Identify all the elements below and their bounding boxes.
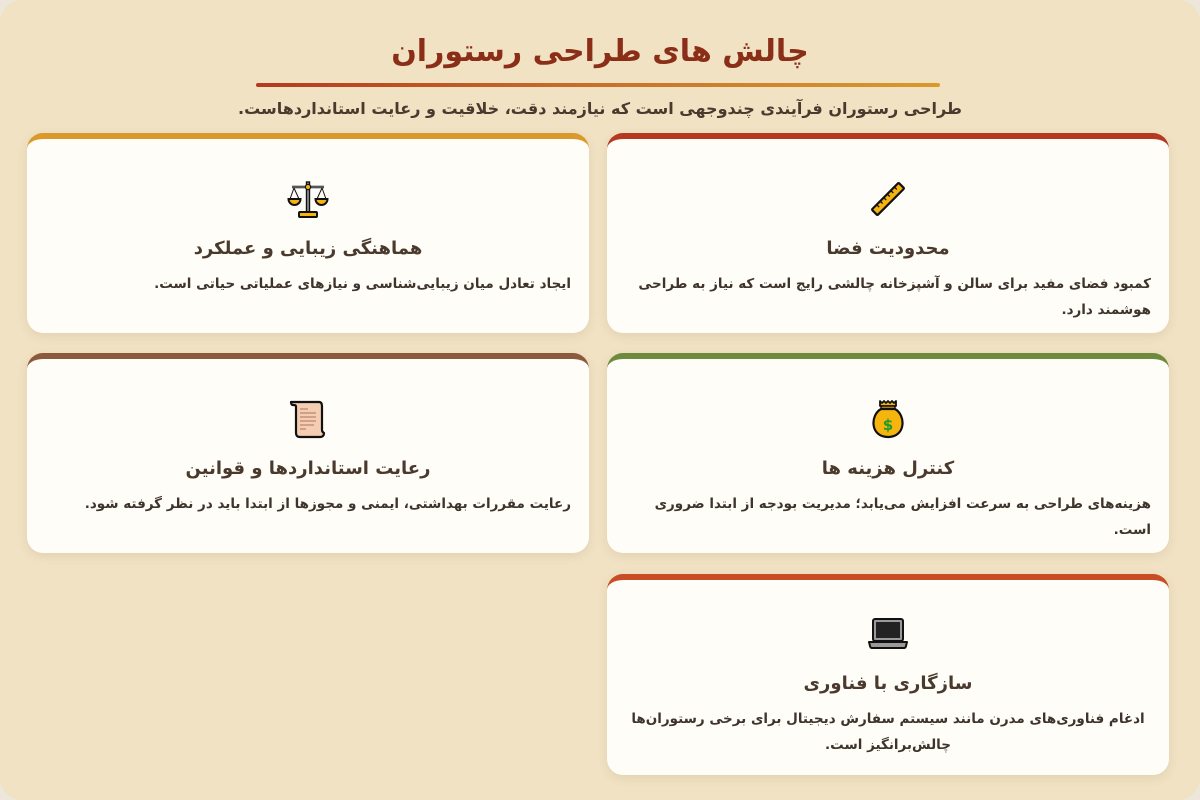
ruler-icon bbox=[866, 177, 910, 221]
card-title: رعایت استانداردها و قوانین bbox=[185, 458, 431, 479]
challenge-card-cost bbox=[607, 353, 1169, 553]
card-description: ایجاد تعادل میان زیبایی‌شناسی و نیازهای عملیاتی حیاتی است. bbox=[154, 276, 571, 292]
page-title: چالش های طراحی رستوران bbox=[391, 34, 809, 69]
title-underline bbox=[256, 83, 940, 87]
card-title: کنترل هزینه ها bbox=[821, 458, 955, 479]
card-description: هزینه‌های طراحی به سرعت افزایش می‌یابد؛ مدیریت بودجه از ابتدا ضروری است. bbox=[654, 496, 1151, 538]
balance-scale-icon bbox=[286, 177, 330, 221]
card-description: کمبود فضای مفید برای سالن و آشپزخانه چالشی رایج است که نیاز به طراحی هوشمند دارد. bbox=[638, 276, 1151, 318]
page-subtitle: طراحی رستوران فرآیندی چندوجهی است که نیازمند دقت، خلاقیت و رعایت استانداردهاست. bbox=[238, 99, 962, 118]
challenge-card-regulations bbox=[27, 353, 589, 553]
card-description: رعایت مقررات بهداشتی، ایمنی و مجوزها از ابتدا باید در نظر گرفته شود. bbox=[84, 496, 571, 512]
challenge-card-aesthetics bbox=[27, 133, 589, 333]
card-title: سازگاری با فناوری bbox=[803, 673, 973, 694]
scroll-icon bbox=[286, 397, 330, 441]
challenge-card-space bbox=[607, 133, 1169, 333]
card-description: ادغام فناوری‌های مدرن مانند سیستم سفارش دیجیتال برای برخی رستوران‌ها چالش‌برانگیز است. bbox=[631, 711, 1145, 753]
svg-text:$: $ bbox=[882, 416, 894, 434]
challenge-card-technology bbox=[607, 574, 1169, 775]
card-title: محدودیت فضا bbox=[826, 238, 950, 259]
card-title: هماهنگی زیبایی و عملکرد bbox=[193, 238, 423, 259]
money-bag-icon bbox=[866, 397, 910, 441]
laptop-icon bbox=[866, 612, 910, 656]
